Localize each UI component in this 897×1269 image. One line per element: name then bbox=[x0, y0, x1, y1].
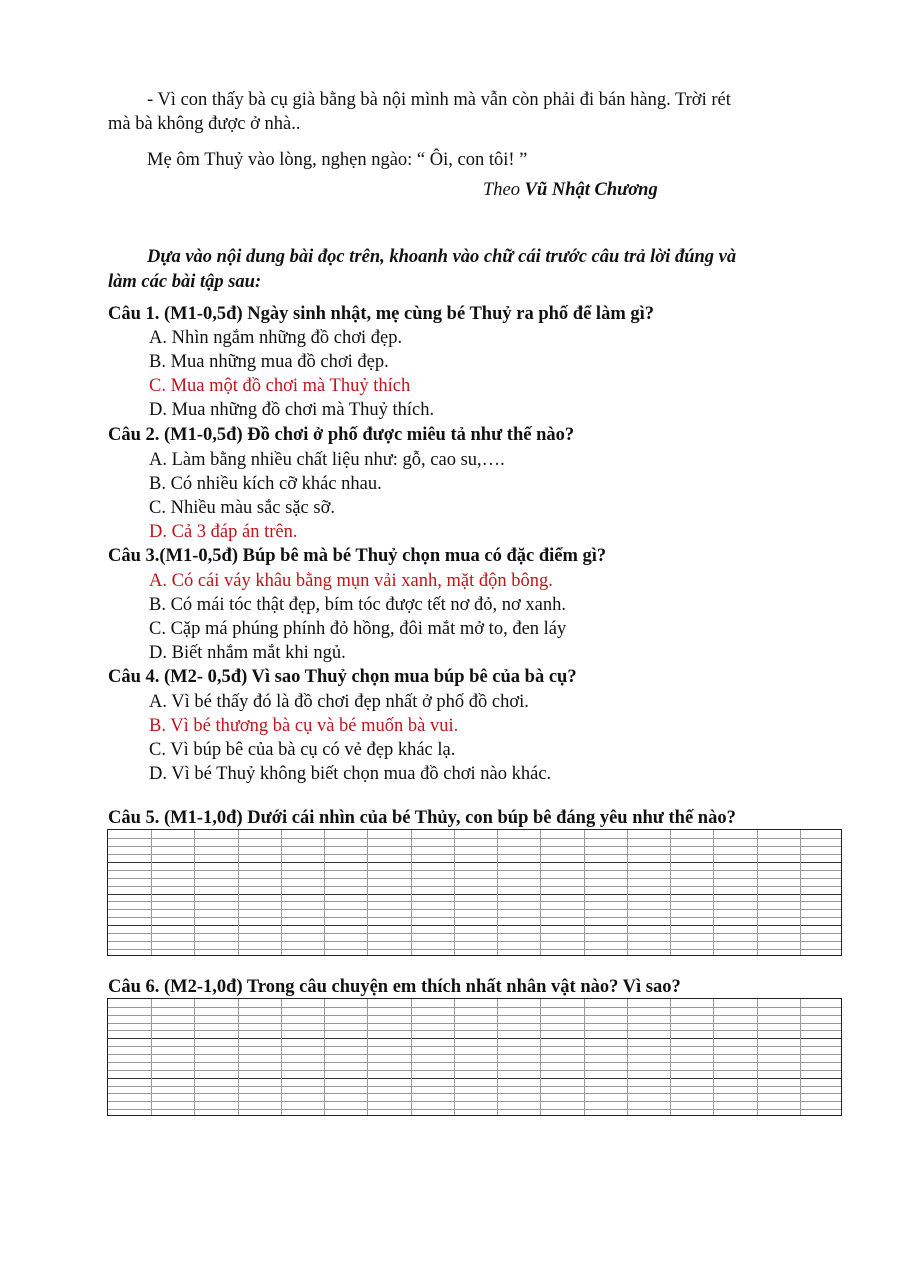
question-5-label: Câu 5. (M1-1,0đ) Dưới cái nhìn của bé Thủy, con búp bê đáng yêu như thế nào? bbox=[108, 808, 736, 828]
grid-line bbox=[108, 901, 841, 902]
grid-column-line bbox=[454, 999, 455, 1115]
question-4-option-a[interactable]: A. Vì bé thấy đó là đồ chơi đẹp nhất ở phố đồ chơi. bbox=[149, 692, 529, 712]
question-6-answer-grid[interactable] bbox=[107, 998, 842, 1116]
grid-column-line bbox=[540, 999, 541, 1115]
question-3-option-c[interactable]: C. Cặp má phúng phính đỏ hồng, đôi mắt mở to, đen láy bbox=[149, 619, 567, 639]
grid-line bbox=[108, 846, 841, 847]
grid-line bbox=[108, 894, 841, 895]
grid-column-line bbox=[194, 830, 195, 955]
grid-column-line bbox=[367, 830, 368, 955]
grid-line bbox=[108, 862, 841, 863]
question-3-label: Câu 3.(M1-0,5đ) Búp bê mà bé Thuỷ chọn mua có đặc điểm gì? bbox=[108, 546, 607, 566]
instructions-line: Dựa vào nội dung bài đọc trên, khoanh vào chữ cái trước câu trả lời đúng và bbox=[147, 247, 737, 267]
story-paragraph-line: mà bà không được ở nhà.. bbox=[108, 114, 301, 134]
grid-column-line bbox=[800, 999, 801, 1115]
grid-column-line bbox=[670, 830, 671, 955]
story-paragraph-line: - Vì con thấy bà cụ già bằng bà nội mình mà vẫn còn phải đi bán hàng. Trời rét bbox=[147, 90, 731, 110]
grid-column-line bbox=[194, 999, 195, 1115]
grid-line bbox=[108, 941, 841, 942]
grid-column-line bbox=[757, 830, 758, 955]
grid-line bbox=[108, 886, 841, 887]
grid-line bbox=[108, 909, 841, 910]
grid-column-line bbox=[713, 830, 714, 955]
question-1-option-b[interactable]: B. Mua những mua đồ chơi đẹp. bbox=[149, 352, 389, 372]
grid-column-line bbox=[497, 999, 498, 1115]
grid-line bbox=[108, 1101, 841, 1102]
grid-column-line bbox=[497, 830, 498, 955]
question-2-option-a[interactable]: A. Làm bằng nhiều chất liệu như: gỗ, cao su,…. bbox=[149, 450, 505, 470]
grid-line bbox=[108, 1093, 841, 1094]
source-author: Vũ Nhật Chương bbox=[524, 180, 658, 200]
story-source bbox=[483, 178, 658, 202]
grid-line bbox=[108, 1078, 841, 1079]
grid-column-line bbox=[411, 999, 412, 1115]
grid-line bbox=[108, 925, 841, 926]
grid-column-line bbox=[151, 999, 152, 1115]
question-1-option-c[interactable]: C. Mua một đồ chơi mà Thuỷ thích bbox=[149, 376, 411, 396]
grid-column-line bbox=[238, 830, 239, 955]
question-4-option-b[interactable]: B. Vì bé thương bà cụ và bé muốn bà vui. bbox=[149, 716, 459, 736]
grid-column-line bbox=[584, 999, 585, 1115]
question-6-label: Câu 6. (M2-1,0đ) Trong câu chuyện em thích nhất nhân vật nào? Vì sao? bbox=[108, 977, 681, 997]
grid-line bbox=[108, 1046, 841, 1047]
question-1-option-a[interactable]: A. Nhìn ngắm những đồ chơi đẹp. bbox=[149, 328, 403, 348]
grid-line bbox=[108, 838, 841, 839]
grid-column-line bbox=[367, 999, 368, 1115]
grid-line bbox=[108, 1030, 841, 1031]
question-2-option-d[interactable]: D. Cả 3 đáp án trên. bbox=[149, 522, 298, 542]
question-2-option-c[interactable]: C. Nhiều màu sắc sặc sỡ. bbox=[149, 498, 336, 518]
grid-line bbox=[108, 1007, 841, 1008]
question-1-label: Câu 1. (M1-0,5đ) Ngày sinh nhật, mẹ cùng bé Thuỷ ra phố để làm gì? bbox=[108, 304, 654, 324]
question-3-option-b[interactable]: B. Có mái tóc thật đẹp, bím tóc được tết nơ đỏ, nơ xanh. bbox=[149, 595, 567, 615]
grid-line bbox=[108, 1054, 841, 1055]
instructions-line: làm các bài tập sau: bbox=[108, 272, 262, 292]
question-3-option-a[interactable]: A. Có cái váy khâu bằng mụn vải xanh, mặt độn bông. bbox=[149, 571, 553, 591]
grid-line bbox=[108, 1015, 841, 1016]
grid-column-line bbox=[540, 830, 541, 955]
grid-column-line bbox=[757, 999, 758, 1115]
question-1-option-d[interactable]: D. Mua những đồ chơi mà Thuỷ thích. bbox=[149, 400, 435, 420]
grid-column-line bbox=[627, 830, 628, 955]
grid-line bbox=[108, 933, 841, 934]
grid-column-line bbox=[151, 830, 152, 955]
grid-column-line bbox=[324, 999, 325, 1115]
story-paragraph: Mẹ ôm Thuỷ vào lòng, nghẹn ngào: “ Ôi, con tôi! ” bbox=[147, 150, 528, 170]
question-2-option-b[interactable]: B. Có nhiều kích cỡ khác nhau. bbox=[149, 474, 382, 494]
question-4-option-d[interactable]: D. Vì bé Thuỷ không biết chọn mua đồ chơi nào khác. bbox=[149, 764, 552, 784]
grid-column-line bbox=[800, 830, 801, 955]
grid-column-line bbox=[713, 999, 714, 1115]
grid-column-line bbox=[324, 830, 325, 955]
grid-line bbox=[108, 870, 841, 871]
grid-column-line bbox=[281, 830, 282, 955]
grid-line bbox=[108, 1023, 841, 1024]
question-2-label: Câu 2. (M1-0,5đ) Đồ chơi ở phố được miêu tả như thế nào? bbox=[108, 425, 575, 445]
grid-line bbox=[108, 917, 841, 918]
question-4-option-c[interactable]: C. Vì búp bê của bà cụ có vẻ đẹp khác lạ. bbox=[149, 740, 456, 760]
question-4-label: Câu 4. (M2- 0,5đ) Vì sao Thuỷ chọn mua búp bê của bà cụ? bbox=[108, 667, 577, 687]
grid-column-line bbox=[584, 830, 585, 955]
grid-line bbox=[108, 1038, 841, 1039]
grid-line bbox=[108, 1070, 841, 1071]
grid-line bbox=[108, 1086, 841, 1087]
grid-column-line bbox=[627, 999, 628, 1115]
question-5-answer-grid[interactable] bbox=[107, 829, 842, 956]
grid-column-line bbox=[281, 999, 282, 1115]
grid-line bbox=[108, 1109, 841, 1110]
grid-column-line bbox=[670, 999, 671, 1115]
grid-line bbox=[108, 1062, 841, 1063]
grid-column-line bbox=[411, 830, 412, 955]
grid-column-line bbox=[238, 999, 239, 1115]
grid-column-line bbox=[454, 830, 455, 955]
grid-line bbox=[108, 854, 841, 855]
source-prefix: Theo bbox=[483, 180, 520, 200]
grid-line bbox=[108, 878, 841, 879]
grid-line bbox=[108, 949, 841, 950]
question-3-option-d[interactable]: D. Biết nhắm mắt khi ngủ. bbox=[149, 643, 346, 663]
